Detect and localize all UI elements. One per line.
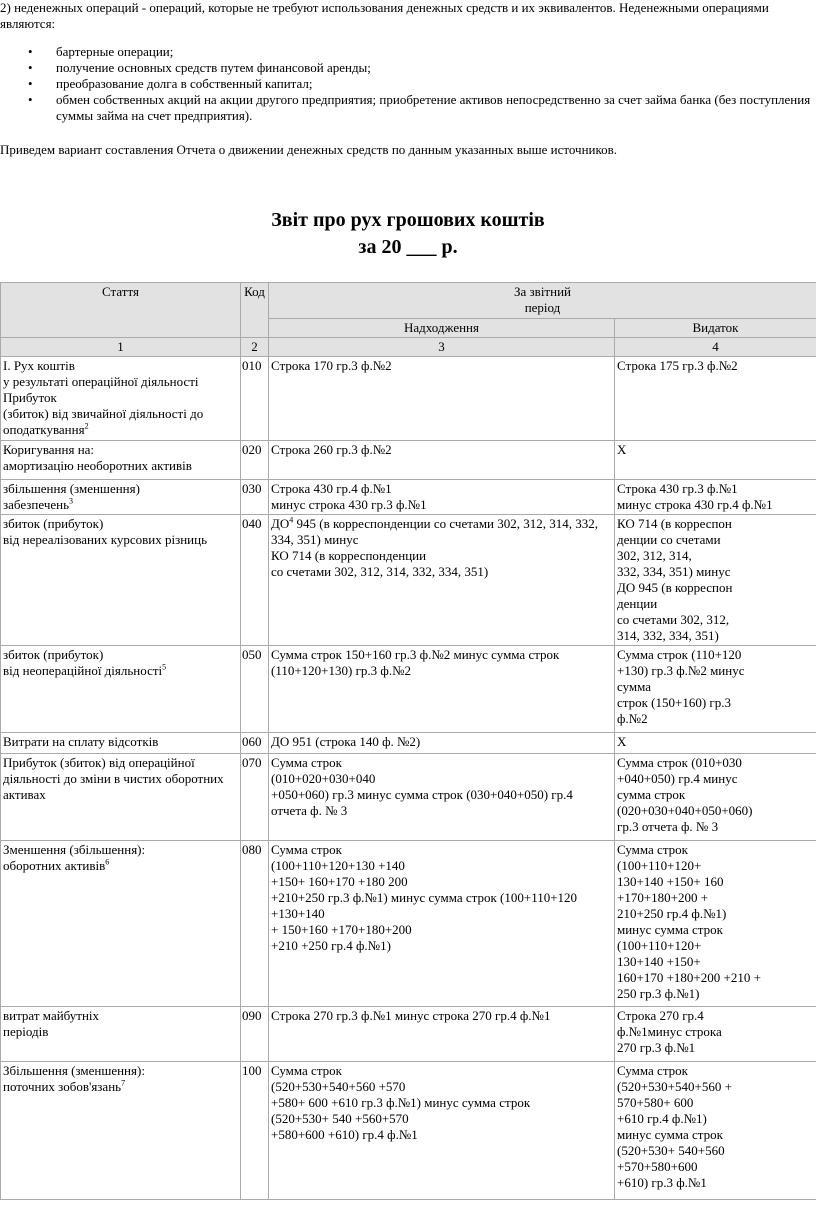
cell-outflow: Строка 430 гр.3 ф.№1 минус строка 430 гр.4 ф.№1 bbox=[615, 480, 816, 515]
footnote-mark: 3 bbox=[69, 496, 74, 506]
non-cash-operations-list bbox=[0, 44, 812, 124]
cell-outflow: Х bbox=[615, 441, 816, 480]
list-item: • обмен собственных акций на акции другого предприятия; приобретение активов непосредственно за счет займа банка (без поступления суммы займа на счет предприятия). bbox=[28, 92, 811, 123]
cell-inflow: Строка 430 гр.4 ф.№1 минус строка 430 гр.3 ф.№1 bbox=[269, 480, 615, 515]
bullet-icon: • bbox=[28, 76, 33, 91]
bullet-icon: • bbox=[28, 44, 33, 59]
cell-inflow: Строка 170 гр.3 ф.№2 bbox=[269, 357, 615, 441]
cell-article: збиток (прибуток) від нереалізованих курсових різниць bbox=[1, 515, 241, 646]
lead-paragraph: Приведем вариант составления Отчета о движении денежных средств по данным указанных выше источников. bbox=[0, 142, 618, 157]
cell-code: 080 bbox=[241, 841, 269, 1007]
footnote-mark: 6 bbox=[105, 857, 110, 867]
cell-article: I. Рух коштів у результаті операційної діяльності Прибуток (збиток) від звичайної діяльності до оподаткування$^2$ bbox=[1, 357, 241, 441]
cell-code: 060 bbox=[241, 733, 269, 754]
cell-inflow: ДО 951 (строка 140 ф. №2) bbox=[269, 733, 615, 754]
column-number: 4 bbox=[615, 338, 816, 357]
cell-inflow: Строка 260 гр.3 ф.№2 bbox=[269, 441, 615, 480]
cell-article: Зменшення (збільшення): оборотних активів$^6$ bbox=[1, 841, 241, 1007]
header-outflow: Видаток bbox=[615, 319, 816, 338]
cell-outflow: Сумма строк (100+110+120+ 130+140 +150+ 160 +170+180+200 + 210+250 гр.4 ф.№1) минус сумма строк (100+110+120+ 130+140 +150+ 160+170 +180+200 +210 + 250 гр.3 ф.№1) bbox=[615, 841, 816, 1007]
cell-outflow: Строка 175 гр.3 ф.№2 bbox=[615, 357, 816, 441]
table-row bbox=[1, 1007, 816, 1062]
cell-code: 050 bbox=[241, 646, 269, 733]
cell-code: 010 bbox=[241, 357, 269, 441]
cell-code: 100 bbox=[241, 1062, 269, 1200]
column-number: 3 bbox=[269, 338, 615, 357]
cell-outflow: Строка 270 гр.4 ф.№1минус строка 270 гр.3 ф.№1 bbox=[615, 1007, 816, 1062]
table-row bbox=[1, 357, 816, 441]
cell-article: Збільшення (зменшення): поточних зобов'язань$^7$ bbox=[1, 1062, 241, 1200]
header-period: За звітний період bbox=[269, 283, 816, 319]
cell-inflow: Сумма строк 150+160 гр.3 ф.№2 минус сумма строк (110+120+130) гр.3 ф.№2 bbox=[269, 646, 615, 733]
header-row bbox=[1, 283, 816, 319]
intro-paragraph: 2) неденежных операций - операций, которые не требуют использования денежных средств и их эквивалентов. Неденежными операциями являются: bbox=[0, 0, 769, 31]
table-row bbox=[1, 1062, 816, 1200]
footnote-mark: 4 bbox=[289, 515, 294, 525]
cell-article: збиток (прибуток) від неопераційної діяльності$^5$ bbox=[1, 646, 241, 733]
cell-outflow: КО 714 (в корреспон денции со счетами 302, 312, 314, 332, 334, 351) минус ДО 945 (в корреспон денции со счетами 302, 312, 314, 332, 334, 351) bbox=[615, 515, 816, 646]
table-row bbox=[1, 754, 816, 841]
cell-code: 070 bbox=[241, 754, 269, 841]
list-item: • получение основных средств путем финансовой аренды; bbox=[28, 60, 371, 75]
report-period: за 20 ___ р. bbox=[358, 236, 458, 258]
table-row bbox=[1, 646, 816, 733]
bullet-icon: • bbox=[28, 60, 33, 75]
table-row bbox=[1, 480, 816, 515]
report-title: Звіт про рух грошових коштів bbox=[271, 209, 545, 231]
cell-inflow: $ДО^4$ 945 (в корреспонденции со счетами 302, 312, 314, 332, 334, 351) минус КО 714 (в корреспонденции со счетами 302, 312, 314, 332, 334, 351) bbox=[269, 515, 615, 646]
cell-article: збільшення (зменшення) забезпечень$^3$ bbox=[1, 480, 241, 515]
header-article: Стаття bbox=[1, 283, 241, 338]
cell-inflow: Строка 270 гр.3 ф.№1 минус строка 270 гр.4 ф.№1 bbox=[269, 1007, 615, 1062]
cell-outflow: Х bbox=[615, 733, 816, 754]
footnote-mark: 5 bbox=[162, 662, 167, 672]
table-row bbox=[1, 733, 816, 754]
header-code: Код bbox=[241, 283, 269, 338]
table-row bbox=[1, 841, 816, 1007]
cell-outflow: Сумма строк (010+030 +040+050) гр.4 минус сумма строк (020+030+040+050+060) гр.3 отчета ф. № 3 bbox=[615, 754, 816, 841]
list-item: • преобразование долга в собственный капитал; bbox=[28, 76, 313, 91]
cell-code: 090 bbox=[241, 1007, 269, 1062]
cell-article: Витрати на сплату відсотків bbox=[1, 733, 241, 754]
cell-outflow: Сумма строк (110+120 +130) гр.3 ф.№2 минус сумма строк (150+160) гр.3 ф.№2 bbox=[615, 646, 816, 733]
cell-inflow: Сумма строк (010+020+030+040 +050+060) гр.3 минус сумма строк (030+040+050) гр.4 отчета ф. № 3 bbox=[269, 754, 615, 841]
footnote-mark: 2 bbox=[84, 421, 89, 431]
column-number: 2 bbox=[241, 338, 269, 357]
cell-code: 040 bbox=[241, 515, 269, 646]
cell-article: Прибуток (збиток) від операційної діяльності до зміни в чистих оборотних активах bbox=[1, 754, 241, 841]
table-row bbox=[1, 441, 816, 480]
list-item: • бартерные операции; bbox=[28, 44, 174, 59]
bullet-icon: • bbox=[28, 92, 33, 107]
table-row bbox=[1, 515, 816, 646]
cell-outflow: Сумма строк (520+530+540+560 + 570+580+ 600 +610 гр.4 ф.№1) минус сумма строк (520+530+ 540+560 +570+580+600 +610) гр.3 ф.№1 bbox=[615, 1062, 816, 1200]
cell-article: Коригування на: амортизацію необоротних активів bbox=[1, 441, 241, 480]
cell-code: 030 bbox=[241, 480, 269, 515]
footnote-mark: 7 bbox=[121, 1078, 126, 1088]
cell-inflow: Сумма строк (100+110+120+130 +140 +150+ 160+170 +180 200 +210+250 гр.3 ф.№1) минус сумма строк (100+110+120 +130+140 + 150+160 +170+180+200 +210 +250 гр.4 ф.№1) bbox=[269, 841, 615, 1007]
header-inflow: Надходження bbox=[269, 319, 615, 338]
cell-article: витрат майбутніх періодів bbox=[1, 1007, 241, 1062]
cash-flow-table bbox=[0, 282, 816, 1200]
column-number: 1 bbox=[1, 338, 241, 357]
cell-inflow: Сумма строк (520+530+540+560 +570 +580+ 600 +610 гр.3 ф.№1) минус сумма строк (520+530+ 540 +560+570 +580+600 +610) гр.4 ф.№1 bbox=[269, 1062, 615, 1200]
table-body bbox=[1, 357, 816, 1200]
column-numbers-row bbox=[1, 338, 816, 357]
intro-section bbox=[0, 0, 812, 158]
cell-code: 020 bbox=[241, 441, 269, 480]
